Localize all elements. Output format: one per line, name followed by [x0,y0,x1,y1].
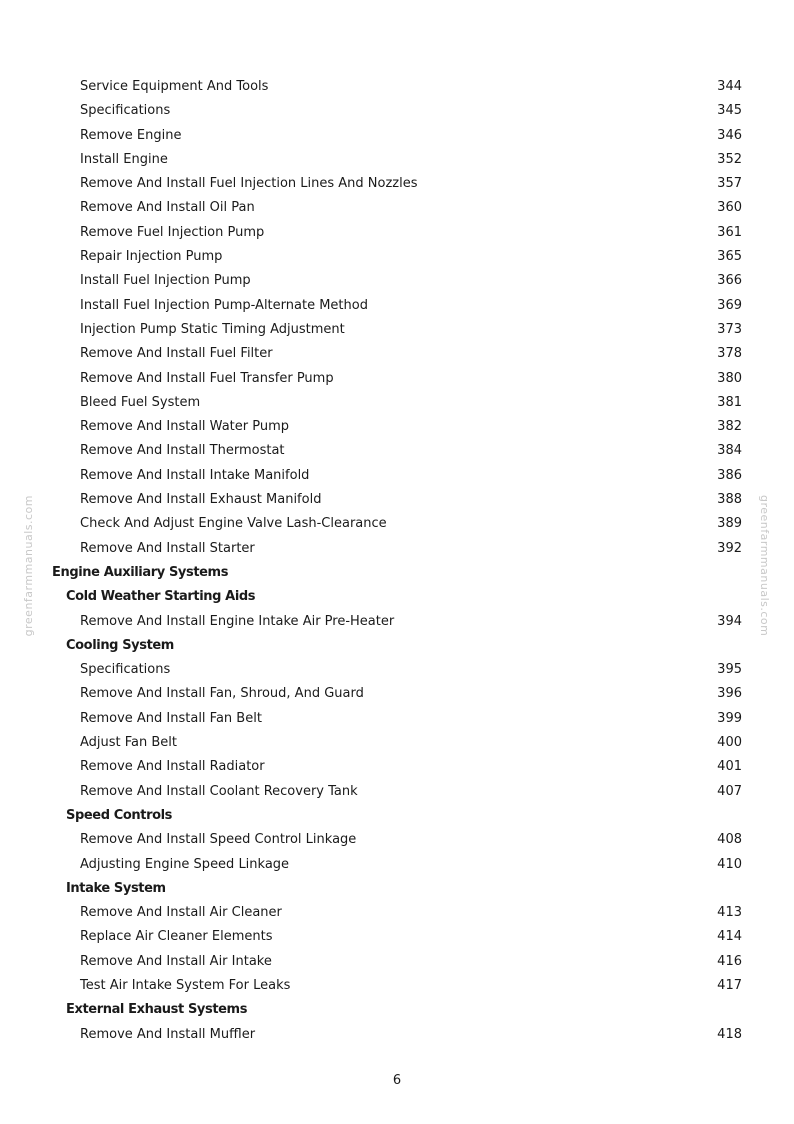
toc-section-heading[interactable] [0,804,794,828]
toc-section-heading[interactable] [0,877,794,901]
toc-entry-title: Cooling System [66,637,174,653]
toc-entry-page: 378 [717,346,742,362]
toc-entry-title: Check And Adjust Engine Valve Lash-Clearance [80,516,387,532]
toc-entry-page: 345 [717,103,742,119]
toc-entry-title: Specifications [80,662,171,678]
toc-entry-page: 418 [717,1026,742,1042]
page-number: 6 [392,1073,402,1088]
toc-entry[interactable] [0,755,794,779]
toc-entry-title: Remove And Install Fuel Injection Lines And Nozzles [80,176,418,192]
toc-entry[interactable] [0,853,794,877]
toc-entry[interactable] [0,610,794,634]
toc-entry-page: 413 [717,905,742,921]
toc-entry-page: 361 [717,224,742,240]
toc-entry-page: 384 [717,443,742,459]
toc-entry-title: Remove And Install Oil Pan [80,200,255,216]
toc-entry[interactable] [0,780,794,804]
toc-entry-title: Test Air Intake System For Leaks [80,977,291,993]
toc-section-heading[interactable] [0,585,794,609]
toc-entry-page: 410 [717,856,742,872]
toc-entry[interactable] [0,464,794,488]
toc-entry-title: Install Fuel Injection Pump-Alternate Method [80,297,368,313]
toc-entry-title: Adjust Fan Belt [80,735,178,751]
toc-entry-title: Remove And Install Fan, Shroud, And Guard [80,686,364,702]
toc-entry-page: 414 [717,929,742,945]
toc-entry-title: Remove Engine [80,127,182,143]
toc-entry-title: Remove And Install Intake Manifold [80,467,310,483]
toc-entry[interactable] [0,342,794,366]
toc-entry-title: Remove And Install Air Cleaner [80,905,282,921]
toc-entry[interactable] [0,828,794,852]
toc-entry-title: Remove And Install Coolant Recovery Tank [80,783,358,799]
toc-entry-page: 357 [717,176,742,192]
toc-entry[interactable] [0,75,794,99]
toc-entry-page: 380 [717,370,742,386]
toc-entry[interactable] [0,294,794,318]
toc-entry-page: 389 [717,516,742,532]
toc-entry-title: Remove And Install Engine Intake Air Pre-Heater [80,613,395,629]
toc-entry-page: 392 [717,540,742,556]
toc-entry[interactable] [0,245,794,269]
toc-entry[interactable] [0,415,794,439]
toc-entry[interactable] [0,196,794,220]
toc-entry-title: Service Equipment And Tools [80,79,269,94]
toc-entry[interactable] [0,148,794,172]
toc-entry[interactable] [0,367,794,391]
toc-entry-page: 394 [717,613,742,629]
toc-entry-title: External Exhaust Systems [66,1002,248,1018]
toc-entry-page: 365 [717,249,742,265]
toc-entry-page: 344 [717,79,742,94]
toc-entry-page: 352 [717,151,742,167]
toc-entry-title: Repair Injection Pump [80,249,223,265]
toc-entry-title: Engine Auxiliary Systems [52,564,229,580]
toc-entry-title: Specifications [80,103,171,119]
toc-entry-title: Remove And Install Air Intake [80,953,272,969]
toc-section-heading[interactable] [0,998,794,1022]
toc-entry-page: 373 [717,321,742,337]
toc-entry-title: Install Engine [80,151,168,167]
toc-entry-title: Remove And Install Fuel Filter [80,346,273,362]
toc-entry-title: Adjusting Engine Speed Linkage [80,856,290,872]
toc-entry-page: 416 [717,953,742,969]
toc-entry[interactable] [0,99,794,123]
toc-entry-page: 382 [717,419,742,435]
toc-entry-title: Remove And Install Water Pump [80,419,289,435]
toc-entry-page: 401 [717,759,742,775]
toc-entry-title: Cold Weather Starting Aids [66,589,256,605]
toc-entry-title: Bleed Fuel System [80,394,201,410]
toc-entry[interactable] [0,439,794,463]
toc-entry[interactable] [0,537,794,561]
toc-entry-page: 399 [717,710,742,726]
toc-entry-title: Remove And Install Thermostat [80,443,285,459]
toc-entry-title: Remove And Install Fan Belt [80,710,262,726]
toc-entry[interactable] [0,974,794,998]
toc-entry-page: 407 [717,783,742,799]
watermark-right: greenfarmmanuals.com [758,495,771,637]
toc-entry-page: 400 [717,735,742,751]
toc-entry[interactable] [0,682,794,706]
toc-entry[interactable] [0,707,794,731]
toc-entry[interactable] [0,318,794,342]
toc-entry-page: 386 [717,467,742,483]
toc-entry-title: Intake System [66,880,166,896]
toc-entry-title: Remove And Install Starter [80,540,255,556]
toc-entry-page: 388 [717,492,742,508]
toc-section-heading[interactable] [0,561,794,585]
toc-entry-title: Injection Pump Static Timing Adjustment [80,321,345,337]
toc-entry-title: Remove And Install Muffler [80,1026,256,1042]
toc-entry[interactable] [0,172,794,196]
toc-entry-page: 381 [717,394,742,410]
toc-entry-title: Replace Air Cleaner Elements [80,929,273,945]
toc-entry-page: 366 [717,273,742,289]
toc-entry-title: Remove Fuel Injection Pump [80,224,265,240]
toc-entry-page: 346 [717,127,742,143]
toc-entry[interactable] [0,731,794,755]
table-of-contents [0,75,794,1047]
watermark-left: greenfarmmanuals.com [22,495,35,637]
toc-entry[interactable] [0,488,794,512]
toc-entry-page: 369 [717,297,742,313]
toc-entry-title: Install Fuel Injection Pump [80,273,251,289]
toc-entry-title: Remove And Install Speed Control Linkage [80,832,357,848]
toc-entry[interactable] [0,901,794,925]
toc-entry[interactable] [0,269,794,293]
toc-entry[interactable] [0,658,794,682]
toc-entry-page: 395 [717,662,742,678]
toc-entry[interactable] [0,512,794,536]
toc-entry[interactable] [0,1023,794,1047]
toc-entry-title: Speed Controls [66,807,173,823]
toc-entry-page: 417 [717,977,742,993]
toc-entry-page: 408 [717,832,742,848]
toc-entry-page: 396 [717,686,742,702]
toc-entry[interactable] [0,950,794,974]
toc-entry[interactable] [0,391,794,415]
toc-entry[interactable] [0,925,794,949]
toc-entry-title: Remove And Install Exhaust Manifold [80,492,322,508]
toc-entry-title: Remove And Install Radiator [80,759,265,775]
toc-section-heading[interactable] [0,634,794,658]
toc-entry[interactable] [0,221,794,245]
toc-entry-title: Remove And Install Fuel Transfer Pump [80,370,334,386]
toc-entry[interactable] [0,124,794,148]
toc-entry-page: 360 [717,200,742,216]
